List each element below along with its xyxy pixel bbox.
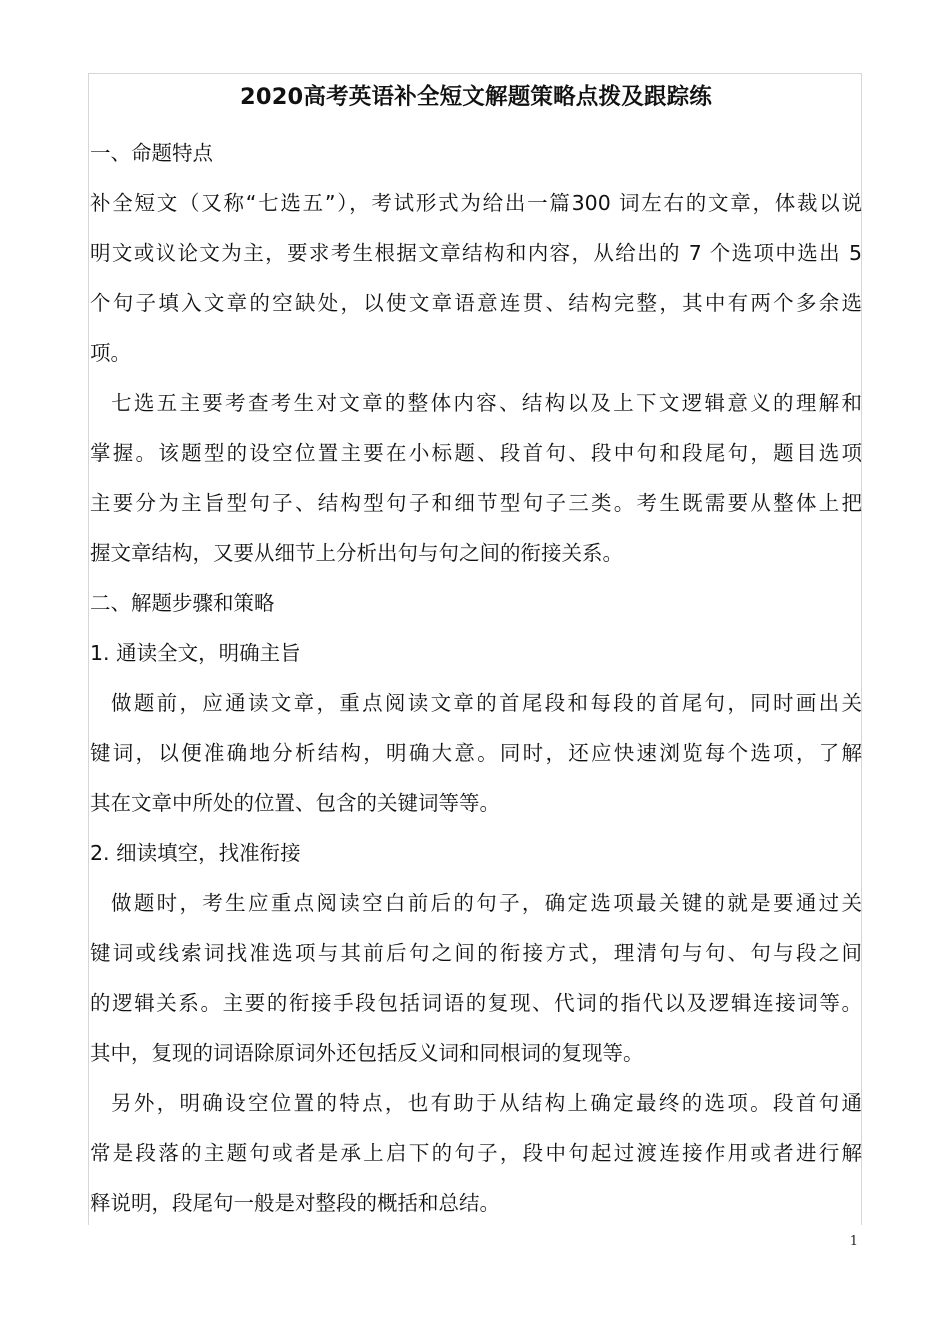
paragraph-line: 键词或线索词找准选项与其前后句之间的衔接方式，理清句与句、句与段之间	[90, 941, 862, 965]
paragraph-line: 其中，复现的词语除原词外还包括反义词和同根词的复现等。	[90, 1041, 644, 1065]
section-heading-features: 一、命题特点	[90, 141, 213, 165]
section-heading-steps: 二、解题步骤和策略	[90, 591, 275, 615]
paragraph-line: 另外，明确设空位置的特点，也有助于从结构上确定最终的选项。段首句通	[111, 1091, 862, 1115]
page-number: 1	[849, 1234, 858, 1249]
subheading-step-2: 2. 细读填空，找准衔接	[90, 841, 301, 865]
paragraph-line: 明文或议论文为主，要求考生根据文章结构和内容，从给出的 7 个选项中选出 5	[90, 241, 862, 265]
paragraph-line: 常是段落的主题句或者是承上启下的句子，段中句起过渡连接作用或者进行解	[90, 1141, 862, 1165]
subheading-step-1: 1. 通读全文，明确主旨	[90, 641, 301, 665]
paragraph-line: 做题前，应通读文章，重点阅读文章的首尾段和每段的首尾句，同时画出关	[111, 691, 862, 715]
paragraph-line: 补全短文（又称“七选五”），考试形式为给出一篇300 词左右的文章，体裁以说	[90, 191, 862, 215]
paragraph-line: 个句子填入文章的空缺处，以使文章语意连贯、结构完整，其中有两个多余选	[90, 291, 862, 315]
paragraph-line: 做题时，考生应重点阅读空白前后的句子，确定选项最关键的就是要通过关	[111, 891, 862, 915]
paragraph-line: 握文章结构，又要从细节上分析出句与句之间的衔接关系。	[90, 541, 623, 565]
paragraph-line: 其在文章中所处的位置、包含的关键词等等。	[90, 791, 500, 815]
paragraph-line: 项。	[90, 341, 131, 365]
paragraph-line: 释说明，段尾句一般是对整段的概括和总结。	[90, 1191, 500, 1215]
paragraph-line: 键词，以便准确地分析结构，明确大意。同时，还应快速浏览每个选项，了解	[90, 741, 862, 765]
paragraph-line: 主要分为主旨型句子、结构型句子和细节型句子三类。考生既需要从整体上把	[90, 491, 862, 515]
paragraph-line: 七选五主要考查考生对文章的整体内容、结构以及上下文逻辑意义的理解和	[111, 391, 862, 415]
paragraph-line: 的逻辑关系。主要的衔接手段包括词语的复现、代词的指代以及逻辑连接词等。	[90, 991, 862, 1015]
document-body	[90, 80, 862, 1228]
document-title: 2020高考英语补全短文解题策略点拨及跟踪练	[239, 84, 713, 110]
paragraph-line: 掌握。该题型的设空位置主要在小标题、段首句、段中句和段尾句，题目选项	[90, 441, 862, 465]
